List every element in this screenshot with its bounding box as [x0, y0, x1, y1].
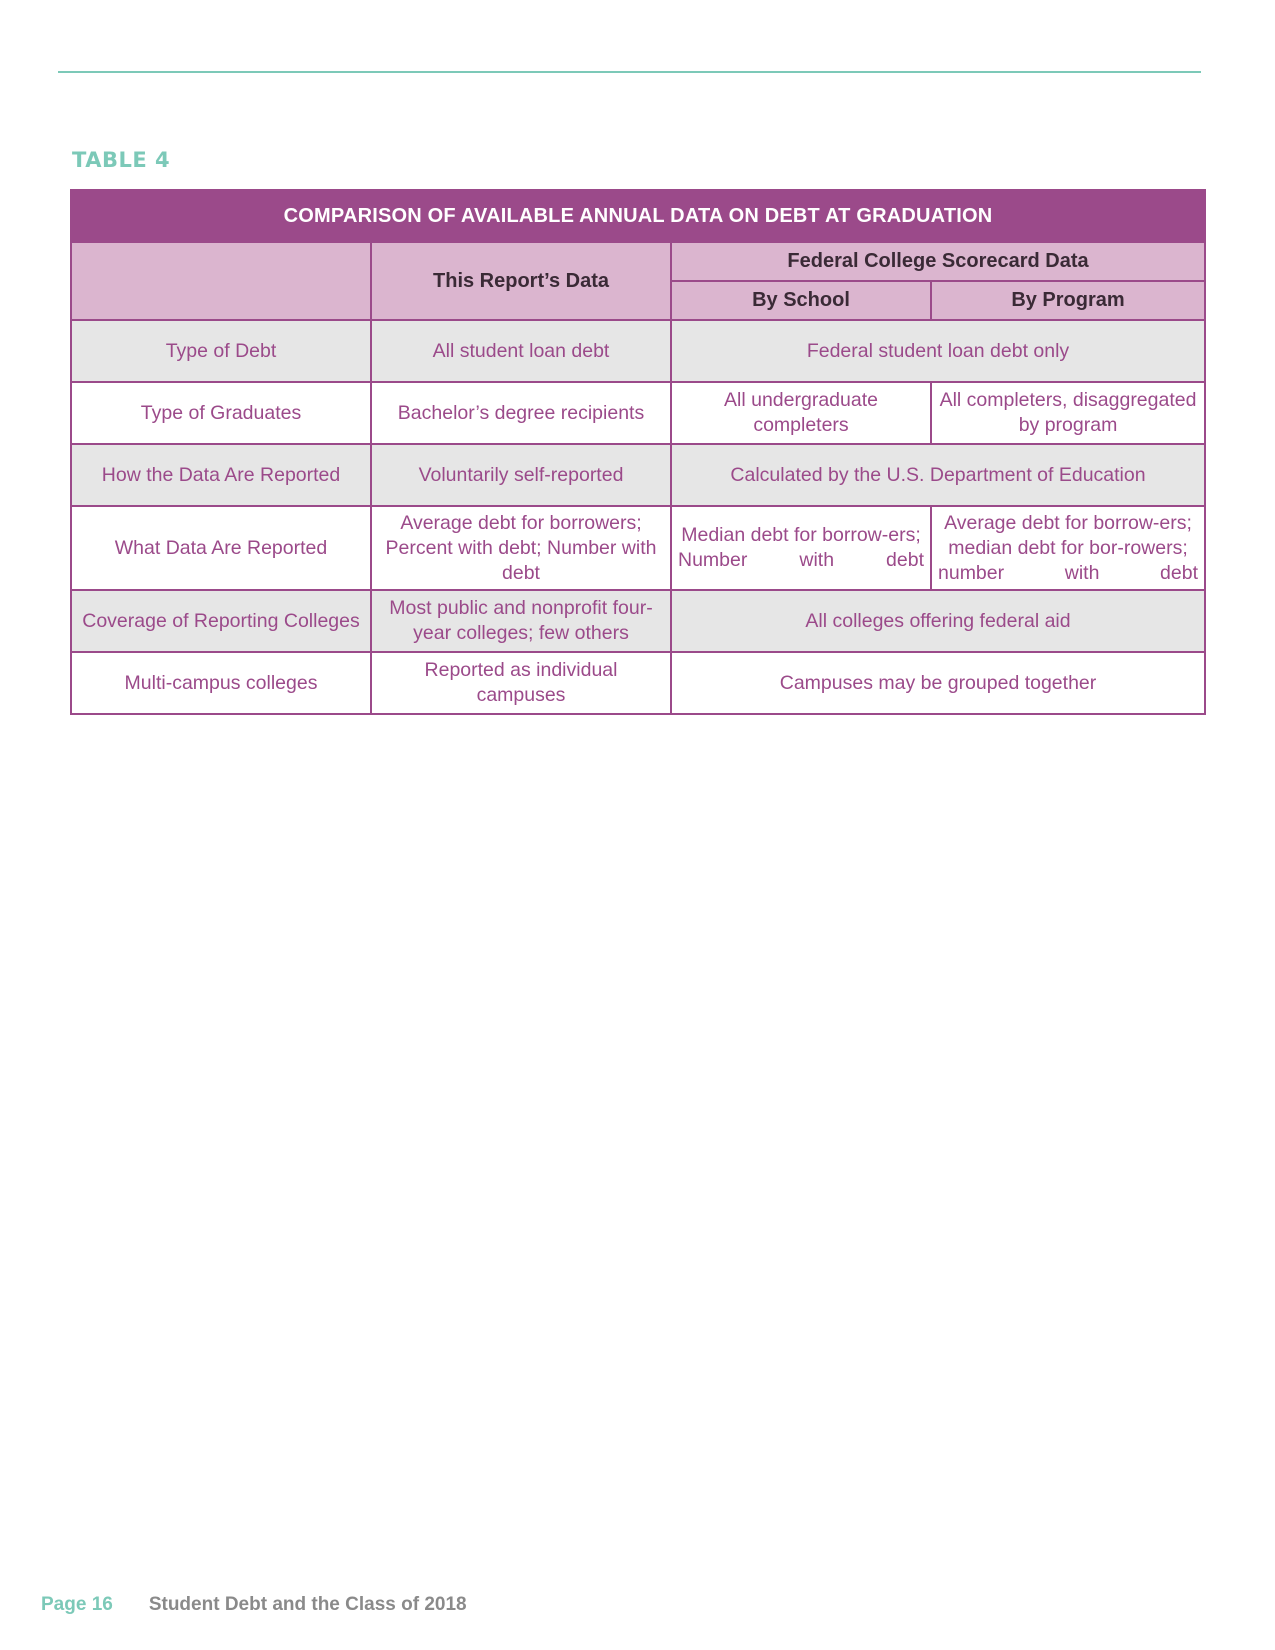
header-by-program: By Program [931, 281, 1205, 320]
document-title: Student Debt and the Class of 2018 [148, 1594, 467, 1615]
cell-this-report: All student loan debt [371, 320, 671, 382]
table-label: TABLE 4 [72, 148, 171, 172]
cell-this-report: Most public and nonprofit four-year colleges; few others [371, 590, 671, 652]
cell-federal: Calculated by the U.S. Department of Education [671, 444, 1205, 506]
table-row [71, 320, 1205, 382]
cell-federal: Campuses may be grouped together [671, 652, 1205, 714]
table-title: COMPARISON OF AVAILABLE ANNUAL DATA ON DEBT AT GRADUATION [71, 190, 1205, 242]
row-label: Type of Graduates [71, 382, 371, 444]
page-number: Page 16 [41, 1594, 113, 1615]
header-federal-scorecard: Federal College Scorecard Data [671, 242, 1205, 281]
header-by-school: By School [671, 281, 931, 320]
top-divider [58, 71, 1201, 73]
cell-this-report: Bachelor’s degree recipients [371, 382, 671, 444]
cell-by-program: Average debt for borrow-ers; median debt for bor-rowers; number with debt [931, 506, 1205, 590]
row-label: Coverage of Reporting Colleges [71, 590, 371, 652]
comparison-table [70, 189, 1206, 715]
cell-this-report: Average debt for borrowers; Percent with debt; Number with debt [371, 506, 671, 590]
row-label: What Data Are Reported [71, 506, 371, 590]
table-row [71, 506, 1205, 590]
page-footer [41, 1594, 467, 1616]
table-row [71, 444, 1205, 506]
cell-by-school: Median debt for borrow-ers; Number with debt [671, 506, 931, 590]
cell-federal: Federal student loan debt only [671, 320, 1205, 382]
table-row [71, 382, 1205, 444]
cell-this-report: Voluntarily self-reported [371, 444, 671, 506]
cell-by-school: All undergraduate completers [671, 382, 931, 444]
row-label: How the Data Are Reported [71, 444, 371, 506]
table-row [71, 652, 1205, 714]
row-label: Type of Debt [71, 320, 371, 382]
cell-this-report: Reported as individual campuses [371, 652, 671, 714]
row-label: Multi-campus colleges [71, 652, 371, 714]
header-blank [71, 242, 371, 320]
cell-by-program: All completers, disaggregated by program [931, 382, 1205, 444]
cell-federal: All colleges offering federal aid [671, 590, 1205, 652]
table-row [71, 590, 1205, 652]
header-this-report: This Report’s Data [371, 242, 671, 320]
